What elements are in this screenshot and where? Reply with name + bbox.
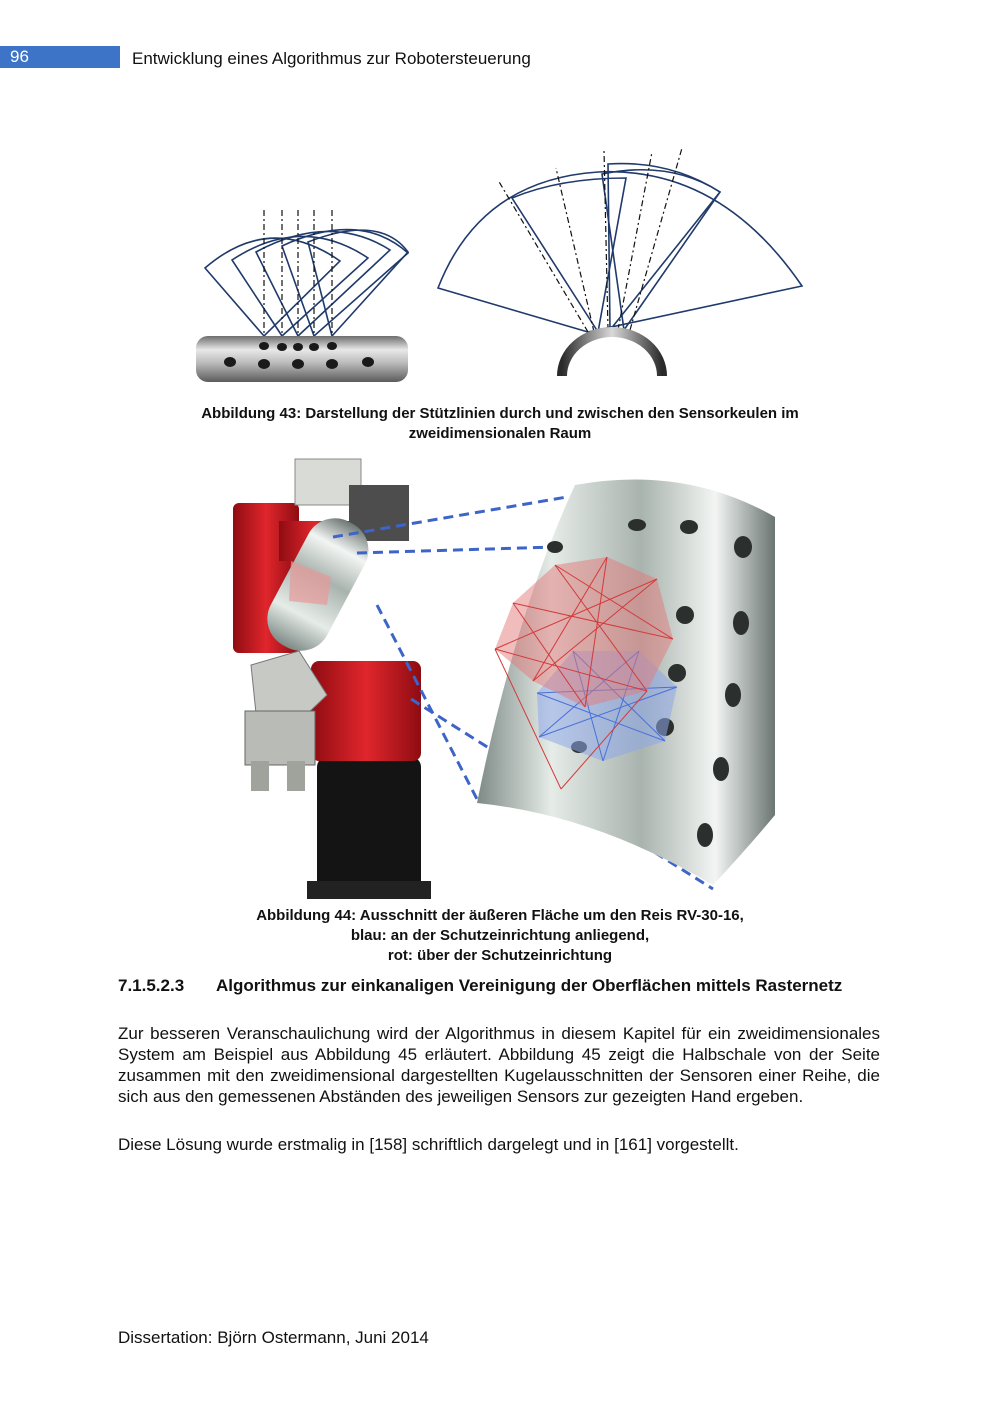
running-header: Entwicklung eines Algorithmus zur Robotersteuerung: [132, 49, 531, 68]
body-paragraph: Diese Lösung wurde erstmalig in [158] schriftlich dargelegt und in [161] vorgestellt.: [118, 1135, 739, 1154]
figure-44-caption: Abbildung 44: Ausschnitt der äußeren Fläche um den Reis RV-30-16, blau: an der Schutzeinrichtung anliegend, rot: über der Schutzeinrichtung: [256, 907, 744, 964]
right-sensor-lobes: [438, 164, 802, 332]
section-number: 7.1.5.2.3: [118, 976, 185, 995]
left-support-lines: [264, 210, 332, 336]
section-heading: [118, 975, 878, 996]
half-shell: [562, 332, 662, 376]
page-footer: Dissertation: Björn Ostermann, Juni 2014: [118, 1328, 429, 1347]
body-paragraph: Zur besseren Veranschaulichung wird der Algorithmus in diesem Kapitel für ein zweidimensionales System am Beispiel aus Abbildung 45 erläutert. Abbildung 45 zeigt die Halbschale von der Seite zusammen mit den zweidimensional dargestellten Kugelausschnitten der Sensoren einer Reihe, die sich aus den gemessenen Abständen des jeweiligen Sensors zur gezeigten Hand ergeben.: [118, 1024, 880, 1106]
figure-44: [215, 455, 795, 903]
left-sensor-lobes: [205, 230, 408, 336]
figure-43-caption: Abbildung 43: Darstellung der Stützlinien durch und zwischen den Sensorkeulen im zweidimensionalen Raum: [201, 405, 799, 442]
figure-43: [190, 140, 830, 385]
page-number: 96: [0, 46, 120, 68]
section-title: Algorithmus zur einkanaligen Vereinigung der Oberflächen mittels Rasternetz: [216, 976, 843, 995]
sensor-tube: [196, 336, 408, 382]
